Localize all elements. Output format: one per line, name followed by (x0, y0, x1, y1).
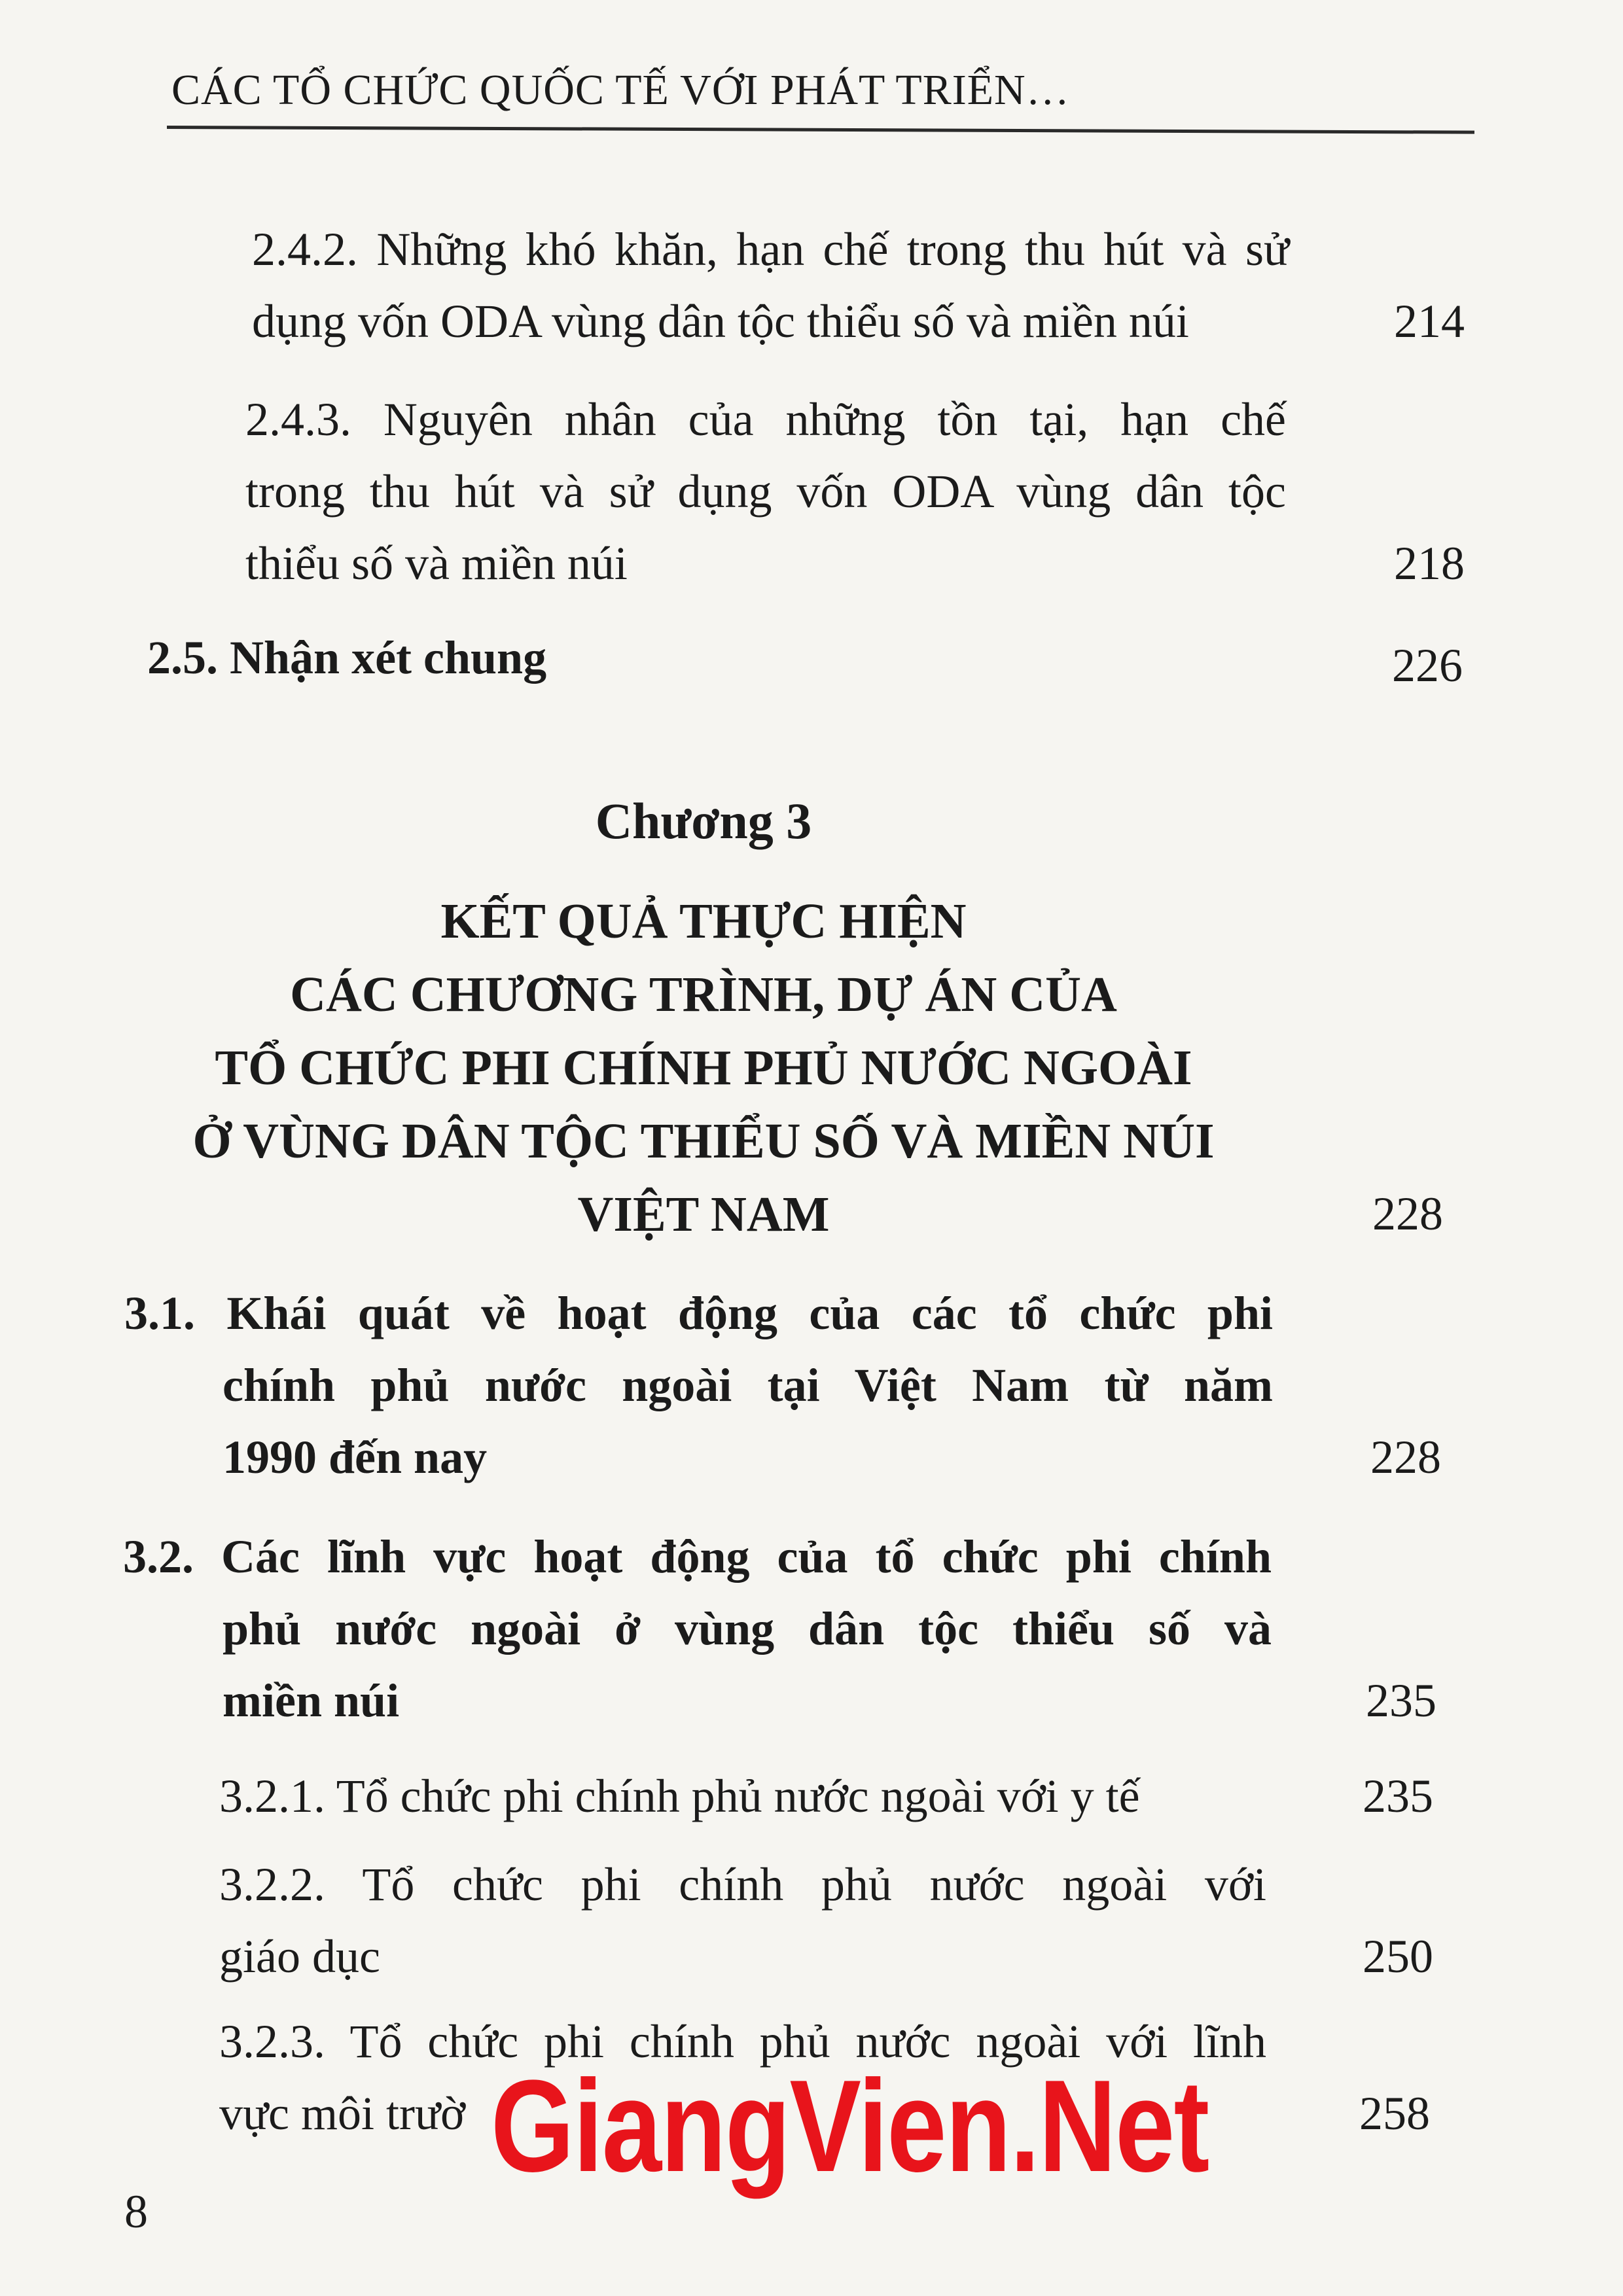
toc-entry-line: 3.2.3. Tổ chức phi chính phủ nước ngoài với lĩnh (219, 2015, 1266, 2068)
running-head: CÁC TỔ CHỨC QUỐC TẾ VỚI PHÁT TRIỂN… (171, 66, 1070, 114)
toc-entry-line: 1990 đến nay (223, 1431, 488, 1483)
chapter-title (0, 885, 1407, 1251)
toc-page-number: 214 (1394, 295, 1465, 347)
toc-page-number: 235 (1363, 1770, 1433, 1822)
toc-entry-2-4-2 (252, 213, 1289, 357)
toc-entry-3-2-2 (219, 1848, 1266, 1992)
page-number: 8 (124, 2185, 148, 2238)
toc-page-number: 218 (1394, 537, 1465, 590)
chapter-title-line: KẾT QUẢ THỰC HIỆN (440, 894, 967, 949)
toc-entry-line: 3.1. Khái quát về hoạt động của các tổ chức phi (124, 1287, 1273, 1339)
toc-entry-line: 3.2. Các lĩnh vực hoạt động của tổ chức phi chính (123, 1530, 1272, 1583)
toc-page-number: 258 (1359, 2087, 1430, 2140)
toc-entry-3-1 (124, 1277, 1273, 1493)
watermark: GiangVien.Net (491, 2053, 1209, 2199)
toc-page-number: 250 (1363, 1930, 1433, 1983)
toc-entry-2-4-3 (245, 383, 1286, 599)
chapter-title-line: TỔ CHỨC PHI CHÍNH PHỦ NƯỚC NGOÀI (215, 1040, 1192, 1095)
toc-entry-line: 2.4.2. Những khó khăn, hạn chế trong thu hút và sử (252, 223, 1289, 275)
toc-entry-line: phủ nước ngoài ở vùng dân tộc thiểu số và (223, 1602, 1272, 1655)
toc-entry-line: 3.2.1. Tổ chức phi chính phủ nước ngoài với y tế (219, 1770, 1140, 1822)
header-rule (167, 126, 1474, 134)
toc-entry-3-2-1 (219, 1760, 1140, 1832)
chapter-title-line: VIỆT NAM (577, 1187, 830, 1242)
chapter-title-line: Ở VÙNG DÂN TỘC THIỂU SỐ VÀ MIỀN NÚI (192, 1114, 1215, 1169)
toc-entry-3-2 (123, 1521, 1272, 1737)
toc-entry-2-5 (147, 622, 546, 694)
toc-entry-line: trong thu hút và sử dụng vốn ODA vùng dân tộc (245, 465, 1286, 518)
toc-entry-line: thiểu số và miền núi (245, 537, 628, 590)
toc-page-number: 228 (1372, 1188, 1443, 1240)
chapter-label: Chương 3 (595, 792, 812, 849)
toc-entry-line: 2.5. Nhận xét chung (147, 631, 547, 684)
toc-entry-line: chính phủ nước ngoài tại Việt Nam từ năm (223, 1359, 1273, 1411)
toc-page-number: 226 (1392, 639, 1463, 692)
toc-entry-line: vực môi trườ (219, 2087, 466, 2140)
toc-entry-line: 2.4.3. Nguyên nhân của những tồn tại, hạn chế (245, 393, 1286, 446)
toc-entry-line: miền núi (223, 1674, 400, 1727)
chapter-title-line: CÁC CHƯƠNG TRÌNH, DỰ ÁN CỦA (290, 967, 1117, 1022)
toc-entry-line: giáo dục (219, 1930, 380, 1983)
toc-entry-line: dụng vốn ODA vùng dân tộc thiểu số và miền núi (252, 295, 1189, 347)
toc-entry-line: 3.2.2. Tổ chức phi chính phủ nước ngoài với (219, 1858, 1266, 1911)
toc-page-number: 228 (1370, 1431, 1441, 1483)
toc-page-number: 235 (1366, 1674, 1436, 1727)
